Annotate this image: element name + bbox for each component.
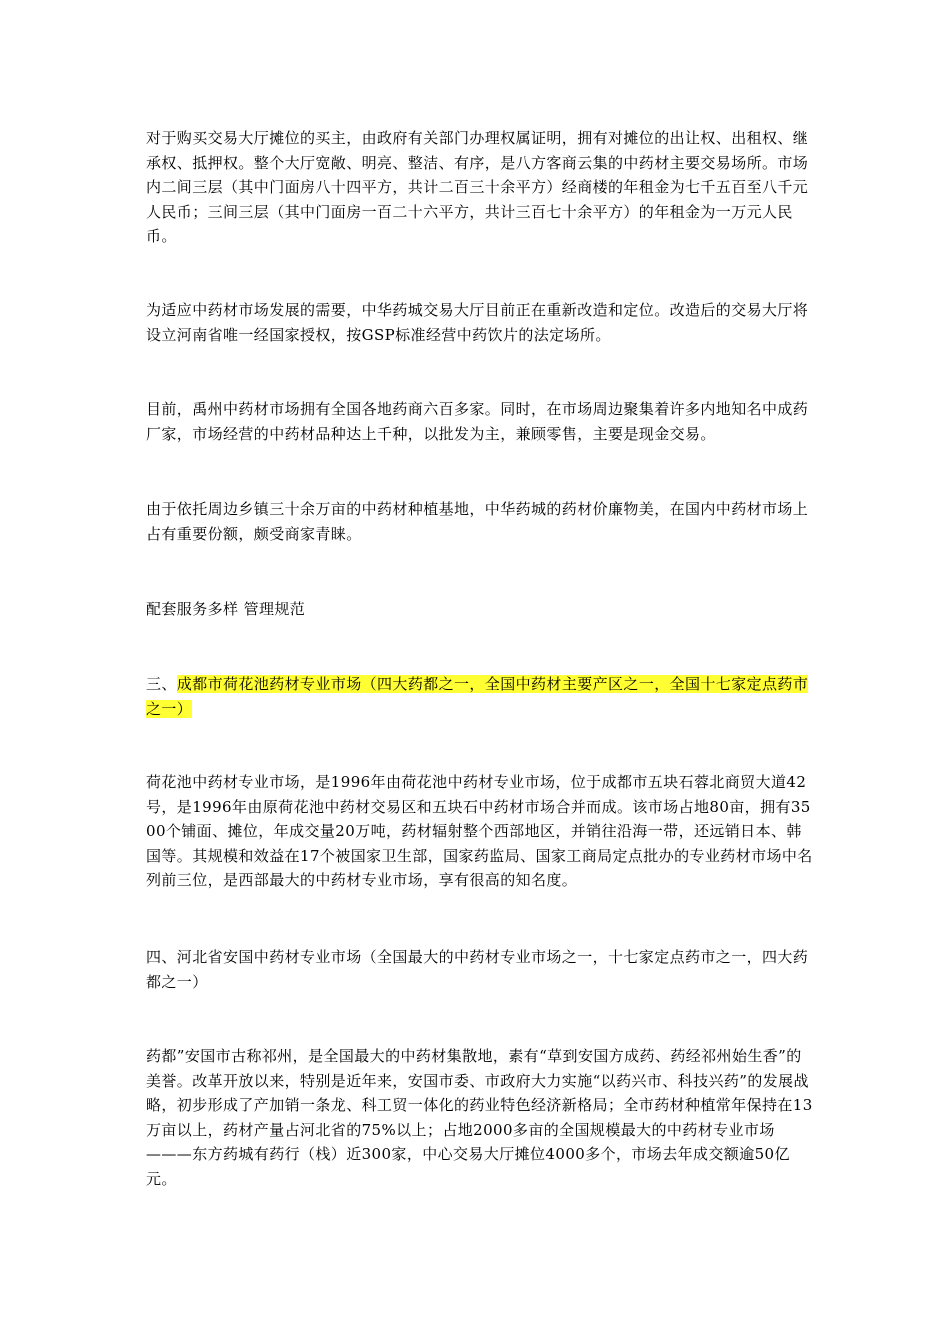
section-3-highlighted-title: 成都市荷花池药材专业市场（四大药都之一，全国中药材主要产区之一，全国十七家定点药市之一） bbox=[146, 675, 809, 718]
paragraph-yuzhou-market: 目前，禹州中药材市场拥有全国各地药商六百多家。同时，在市场周边聚集着许多内地知名中成药厂家，市场经营的中药材品种达上千种，以批发为主，兼顾零售，主要是现金交易。 bbox=[146, 400, 809, 443]
paragraph-hall-renovation: 为适应中药材市场发展的需要，中华药城交易大厅目前正在重新改造和定位。改造后的交易大厅将设立河南省唯一经国家授权，按GSP标准经营中药饮片的法定场所。 bbox=[146, 301, 809, 344]
section-4-heading: 四、河北省安国中药材专业市场（全国最大的中药材专业市场之一，十七家定点药市之一，四大药都之一） bbox=[146, 948, 809, 991]
section-3-prefix: 三、 bbox=[146, 675, 177, 693]
paragraph-stall-ownership: 对于购买交易大厅摊位的买主，由政府有关部门办理权属证明，拥有对摊位的出让权、出租权、继承权、抵押权。整个大厅宽敞、明亮、整洁、有序，是八方客商云集的中药材主要交易场所。市场内二间三层（其中门面房八十四平方，共计二百三十余平方）经商楼的年租金为七千五百至八千元人民币；三间三层（其中门面房一百二十六平方，共计三百七十余平方）的年租金为一万元人民币。 bbox=[146, 129, 809, 246]
paragraph-anguo-market: 药都”安国市古称祁州，是全国最大的中药材集散地，素有“草到安国方成药、药经祁州始生香”的美誉。改革开放以来，特别是近年来，安国市委、市政府大力实施“以药兴市、科技兴药”的发展战略，初步形成了产加销一条龙、科工贸一体化的药业特色经济新格局；全市药材种植常年保持在13万亩以上，药材产量占河北省的75%以上；占地2000多亩的全国规模最大的中药材专业市场———东方药城有药行（栈）近300家，中心交易大厅摊位4000多个，市场去年成交额逾50亿元。 bbox=[146, 1047, 813, 1188]
paragraph-services-heading: 配套服务多样 管理规范 bbox=[146, 600, 306, 618]
paragraph-planting-base: 由于依托周边乡镇三十余万亩的中药材种植基地，中华药城的药材价廉物美，在国内中药材市场上占有重要份额，颇受商家青睐。 bbox=[146, 500, 809, 543]
section-3-heading bbox=[146, 672, 816, 721]
paragraph-chengdu-market: 荷花池中药材专业市场，是1996年由荷花池中药材专业市场，位于成都市五块石蓉北商贸大道42号，是1996年由原荷花池中药材交易区和五块石中药材市场合并而成。该市场占地80亩，拥有3500个铺面、摊位，年成交量20万吨，药材辐射整个西部地区，并销往沿海一带，还远销日本、韩国等。其规模和效益在17个被国家卫生部，国家药监局、国家工商局定点批办的专业药材市场中名列前三位，是西部最大的中药材专业市场，享有很高的知名度。 bbox=[146, 773, 813, 890]
